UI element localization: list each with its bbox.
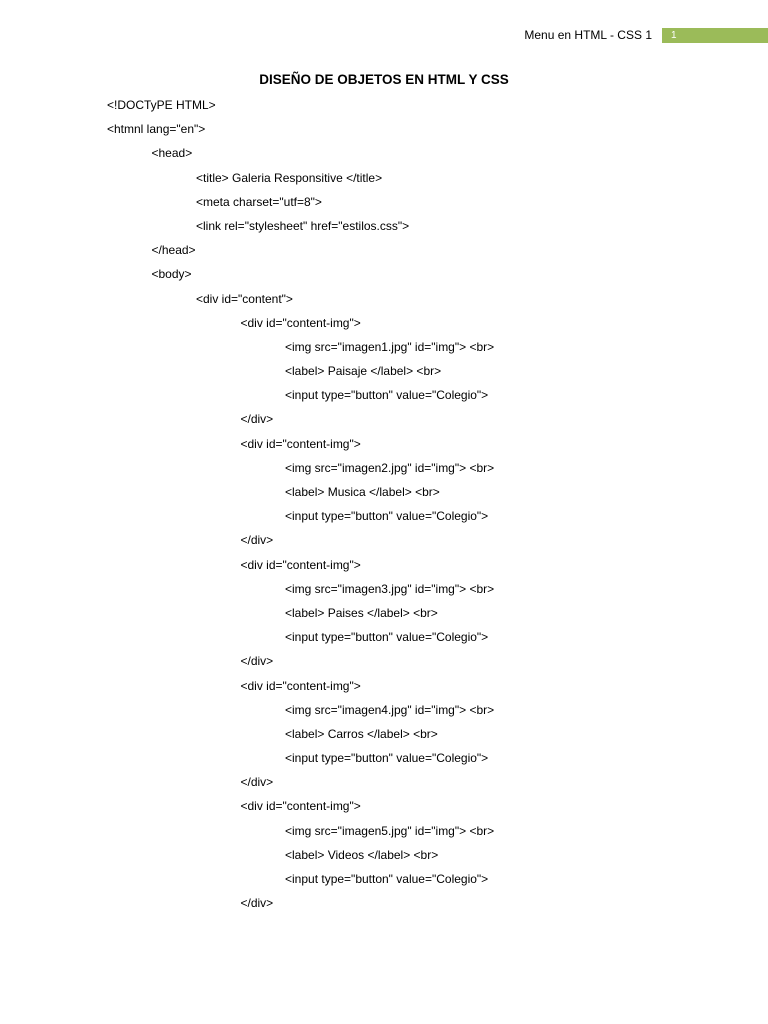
code-line: <input type="button" value="Colegio">	[285, 751, 489, 766]
code-line: </div>	[240, 533, 274, 548]
code-line: <div id="content-img">	[240, 315, 361, 330]
code-line: <meta charset="utf=8">	[196, 194, 322, 209]
code-line: <img src="imagen3.jpg" id="img"> <br>	[285, 581, 495, 596]
code-line: <input type="button" value="Colegio">	[285, 872, 489, 886]
code-line: <div id="content-img">	[240, 557, 361, 572]
code-listing	[0, 97, 768, 919]
page-header	[0, 0, 768, 48]
code-line: <htmnl lang="en">	[107, 122, 206, 137]
code-line: <div id="content">	[196, 291, 293, 306]
code-line: <input type="button" value="Colegio">	[285, 630, 489, 645]
code-line: <label> Paisaje </label> <br>	[285, 364, 442, 379]
page-number-badge: 1	[662, 28, 768, 43]
code-line: </head>	[151, 243, 196, 258]
code-line: </div>	[240, 775, 274, 790]
code-line: <label> Paises </label> <br>	[285, 605, 438, 620]
code-line: </div>	[240, 412, 274, 427]
code-line: <title> Galeria Responsitive </title>	[196, 170, 383, 185]
code-line: </div>	[240, 654, 274, 669]
code-line: <img src="imagen2.jpg" id="img"> <br>	[285, 460, 495, 475]
code-line: <div id="content-img">	[240, 678, 361, 693]
code-line: <input type="button" value="Colegio">	[285, 509, 489, 524]
code-line: <label> Musica </label> <br>	[285, 485, 440, 499]
code-line: <label> Videos </label> <br>	[285, 847, 439, 862]
code-line: <img src="imagen1.jpg" id="img"> <br>	[285, 339, 495, 354]
code-line: <div id="content-img">	[240, 436, 361, 451]
code-line: <!DOCTyPE HTML>	[107, 98, 216, 112]
code-line: </div>	[240, 896, 274, 911]
code-line: <link rel="stylesheet" href="estilos.css">	[196, 218, 410, 233]
running-title: Menu en HTML - CSS 1	[524, 28, 652, 42]
code-line: <input type="button" value="Colegio">	[285, 388, 489, 403]
code-line: <img src="imagen4.jpg" id="img"> <br>	[285, 702, 495, 717]
code-line: <img src="imagen5.jpg" id="img"> <br>	[285, 823, 495, 838]
document-title: DISEÑO DE OBJETOS EN HTML Y CSS	[259, 72, 509, 87]
code-line: <div id="content-img">	[240, 799, 361, 814]
code-line: <label> Carros </label> <br>	[285, 726, 438, 741]
code-line: <body>	[151, 267, 192, 282]
code-line: <head>	[151, 146, 193, 161]
